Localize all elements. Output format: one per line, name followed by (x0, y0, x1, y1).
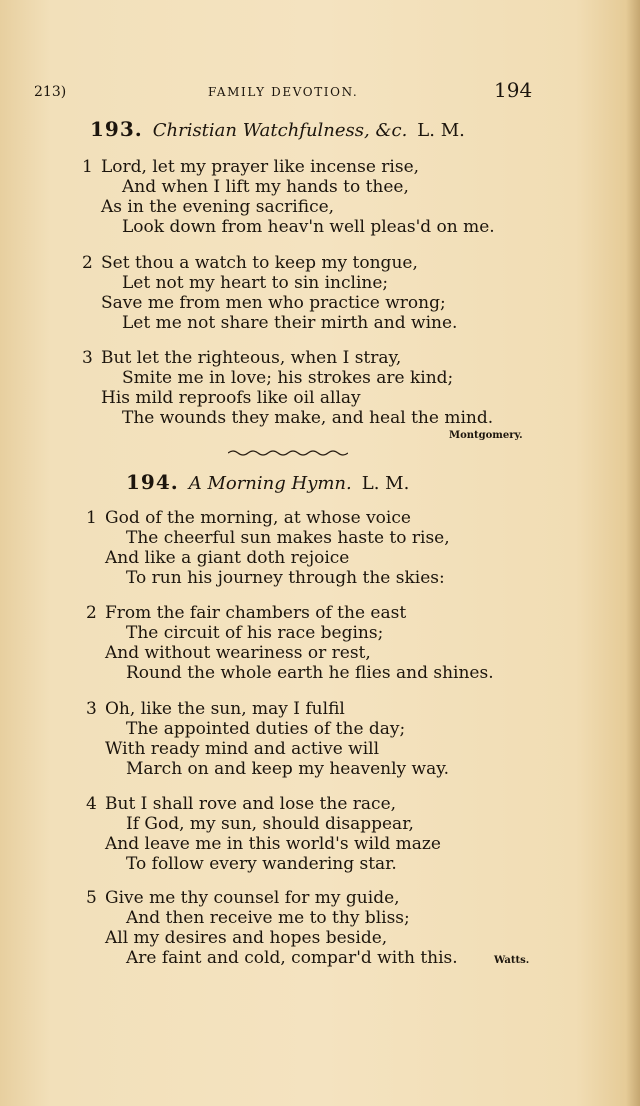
header-left-mark: 213) (34, 84, 67, 100)
author-attribution: Watts. (494, 955, 530, 966)
page-number: 194 (494, 78, 533, 102)
hymn-meter: L. M. (361, 473, 410, 494)
verse-line: With ready mind and active will (105, 739, 380, 759)
hymn-name: A Morning Hymn. (188, 473, 352, 494)
stanza-number: 5 (86, 888, 97, 908)
verse-line: The circuit of his race begins; (126, 623, 384, 643)
hymn-title (90, 117, 465, 141)
stanza-number: 1 (86, 508, 97, 528)
verse-line: But let the righteous, when I stray, (101, 348, 402, 368)
hymn-meter: L. M. (417, 120, 465, 141)
verse-line: The appointed duties of the day; (126, 719, 406, 739)
verse-line: Let not my heart to sin incline; (122, 273, 389, 293)
stanza-number: 2 (82, 253, 93, 273)
verse-line: And like a giant doth rejoice (105, 548, 350, 568)
verse-line: March on and keep my heavenly way. (126, 759, 449, 779)
verse-line: All my desires and hopes beside, (105, 928, 388, 948)
verse-line: Let me not share their mirth and wine. (122, 313, 458, 333)
verse-line: God of the morning, at whose voice (105, 508, 411, 528)
stanza-number: 3 (86, 699, 97, 719)
verse-line: If God, my sun, should disappear, (126, 814, 414, 834)
verse-line: His mild reproofs like oil allay (101, 388, 361, 408)
verse-line: Oh, like the sun, may I fulfil (105, 699, 345, 719)
verse-line: The cheerful sun makes haste to rise, (126, 528, 450, 548)
hymn-number: 194. (126, 470, 179, 494)
verse-line: Set thou a watch to keep my tongue, (101, 253, 418, 273)
verse-line: Give me thy counsel for my guide, (105, 888, 400, 908)
header-title: FAMILY DEVOTION. (208, 85, 359, 99)
verse-line: The wounds they make, and heal the mind. (122, 408, 494, 428)
stanza-number: 1 (82, 157, 93, 177)
verse-line: As in the evening sacrifice, (101, 197, 335, 217)
hymn-title (126, 470, 409, 494)
verse-line: And when I lift my hands to thee, (122, 177, 409, 197)
verse-line: Are faint and cold, compar'd with this. (126, 948, 458, 968)
author-attribution: Montgomery. (449, 430, 523, 441)
verse-line: To run his journey through the skies: (126, 568, 445, 588)
hymn-name: Christian Watchfulness, &c. (152, 120, 408, 141)
hymn-number: 193. (90, 117, 143, 141)
verse-line: Look down from heav'n well pleas'd on me. (122, 217, 495, 237)
wavy-divider (228, 448, 348, 458)
verse-line: Round the whole earth he flies and shines. (126, 663, 494, 683)
verse-line: Save me from men who practice wrong; (101, 293, 446, 313)
verse-line: And then receive me to thy bliss; (126, 908, 410, 928)
page-edge-shadow (626, 0, 640, 1106)
stanza-number: 2 (86, 603, 97, 623)
verse-line: Lord, let my prayer like incense rise, (101, 157, 420, 177)
stanza-number: 3 (82, 348, 93, 368)
verse-line: Smite me in love; his strokes are kind; (122, 368, 454, 388)
verse-line: And without weariness or rest, (105, 643, 371, 663)
verse-line: But I shall rove and lose the race, (105, 794, 397, 814)
running-header (0, 78, 640, 106)
stanza-number: 4 (86, 794, 97, 814)
verse-line: To follow every wandering star. (126, 854, 397, 874)
verse-line: And leave me in this world's wild maze (105, 834, 441, 854)
verse-line: From the fair chambers of the east (105, 603, 407, 623)
